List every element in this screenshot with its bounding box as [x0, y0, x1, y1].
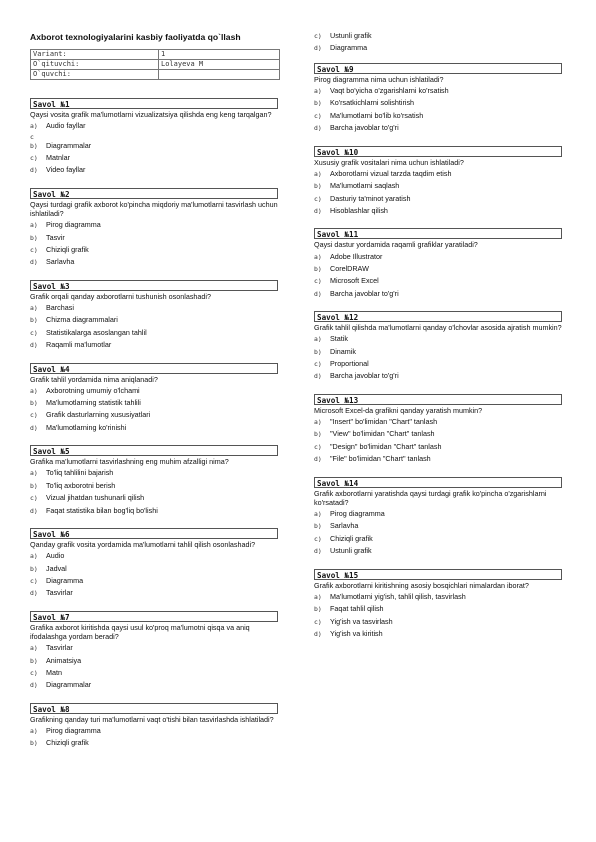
option-letter: d) [314, 455, 322, 464]
answer-option [314, 122, 589, 134]
answer-option [30, 679, 305, 691]
option-letter: a) [314, 335, 322, 344]
option-letter: a) [30, 122, 38, 131]
option-text: Pirog diagramma [46, 725, 101, 735]
question-block [30, 363, 305, 435]
option-text: Proportional [330, 359, 369, 369]
option-text: Raqamli ma'lumotlar [46, 340, 112, 350]
option-letter: b) [30, 656, 38, 665]
answer-option [314, 30, 589, 42]
option-text: Ustunli grafik [330, 31, 372, 40]
option-text: Barcha javoblar to'g'ri [330, 371, 399, 381]
question-text: Grafik axborotlarni kiritishning asosiy bosqichlari nimalardan iborat? [314, 580, 529, 590]
answer-option [30, 133, 305, 140]
answer-option [30, 385, 305, 397]
question-number: Savol №3 [30, 280, 278, 291]
question-text: Qanday grafik vosita yordamida ma'lumotlarni tahlil qilish osonlashadi? [30, 540, 256, 550]
answer-option [30, 339, 305, 351]
answer-option [314, 453, 589, 465]
option-letter: d) [314, 629, 322, 638]
option-text: Audio [46, 551, 65, 561]
question-number: Savol №5 [30, 445, 278, 456]
option-text: Ko'rsatkichlarni solishtirish [330, 98, 415, 108]
question-block [30, 188, 305, 269]
option-letter: b) [30, 316, 38, 325]
answer-option [30, 467, 305, 479]
option-letter: c) [314, 32, 322, 40]
option-text: Jadval [46, 563, 67, 573]
answer-option [30, 244, 305, 256]
option-letter: b) [314, 605, 322, 614]
option-text: Chiziqli grafik [46, 738, 89, 748]
option-text: Yig'ish va tasvirlash [330, 616, 393, 626]
option-letter: c [30, 132, 34, 141]
question-block [30, 703, 305, 750]
option-text: Statik [330, 334, 348, 344]
question-block [314, 394, 589, 466]
meta-row-student [31, 70, 280, 80]
option-letter: a) [314, 510, 322, 519]
answer-option [30, 256, 305, 268]
option-text: Tasvirlar [46, 643, 73, 653]
option-text: Adobe Illustrator [330, 251, 383, 261]
option-text: Faqat tahlil qilish [330, 604, 384, 614]
option-letter: b) [30, 141, 38, 150]
option-text: Matnlar [46, 152, 70, 162]
question-text: Qaysi turdagi grafik axborot ko'pincha miqdoriy ma'lumotlarni tasvirlash uchun ishlatiladi? [30, 199, 278, 218]
question-block [314, 63, 589, 135]
option-text: Animatsiya [46, 655, 82, 665]
option-letter: c) [30, 245, 38, 254]
option-text: Matn [46, 667, 62, 677]
answer-option [30, 550, 305, 562]
answer-option [314, 416, 589, 428]
answer-option [30, 397, 305, 409]
question-block [30, 611, 305, 692]
option-text: Hisoblashlar qilish [330, 205, 388, 215]
option-letter: b) [314, 99, 322, 108]
question-number: Savol №8 [30, 703, 278, 714]
option-letter: a) [30, 726, 38, 735]
answer-option [314, 275, 589, 287]
option-letter: a) [30, 552, 38, 561]
answer-option [314, 110, 589, 122]
option-letter: d) [30, 423, 38, 432]
meta-label: O`qituvchi: [31, 60, 159, 70]
answer-option [30, 575, 305, 587]
option-letter: c) [314, 617, 322, 626]
option-text: Diagrammalar [46, 680, 92, 690]
option-letter: d) [30, 341, 38, 350]
question-number: Savol №1 [30, 98, 278, 109]
option-text: Audio fayllar [46, 121, 86, 131]
option-letter: a) [314, 169, 322, 178]
option-letter: a) [30, 221, 38, 230]
answer-option [30, 480, 305, 492]
option-letter: d) [30, 166, 38, 175]
answer-option [314, 168, 589, 180]
question-text: Grafikning qanday turi ma'lumotlarni vaqt o'tishi bilan tasvirlashda ishlatiladi? [30, 714, 274, 724]
answer-option [30, 737, 305, 749]
option-letter: a) [30, 386, 38, 395]
question-text: Grafika axborot kiritishda qaysi usul ko'proq ma'lumotni qisqa va aniq ifodalashga yordam beradi? [30, 622, 250, 641]
option-text: Tasvir [46, 232, 65, 242]
option-text: Vaqt bo'yicha o'zgarishlarni ko'rsatish [330, 85, 449, 95]
option-text: Ma'lumotlarni saqlash [330, 181, 400, 191]
question-text: Grafik orqali qanday axborotlarni tushunish osonlashadi? [30, 291, 211, 301]
question-block [314, 30, 589, 55]
option-letter: d) [314, 547, 322, 556]
option-text: Statistikalarga asoslangan tahlil [46, 327, 147, 337]
option-text: Sarlavha [330, 521, 359, 531]
option-text: Diagramma [330, 43, 368, 53]
answer-option [314, 333, 589, 345]
option-text: To'liq axborotni berish [46, 480, 116, 490]
option-text: CorelDRAW [330, 263, 369, 273]
option-text: Grafik dasturlarning xususiyatlari [46, 410, 151, 420]
option-letter: d) [30, 258, 38, 267]
option-letter: d) [30, 681, 38, 690]
option-text: Vizual jihatdan tushunarli qilish [46, 493, 145, 503]
answer-option [30, 232, 305, 244]
option-text: Barcha javoblar to'g'ri [330, 123, 399, 133]
option-text: Tasvirlar [46, 588, 73, 598]
answer-option [30, 422, 305, 434]
question-block [30, 528, 305, 600]
option-letter: c) [30, 494, 38, 503]
answer-option [314, 346, 589, 358]
option-text: "Insert" bo'limidan "Chart" tanlash [330, 417, 438, 427]
answer-option [314, 441, 589, 453]
option-letter: c) [30, 153, 38, 162]
question-text: Grafik tahlil yordamida nima aniqlanadi? [30, 374, 158, 384]
option-letter: c) [30, 668, 38, 677]
option-letter: c) [314, 277, 322, 286]
option-letter: d) [30, 589, 38, 598]
answer-option [30, 314, 305, 326]
option-letter: a) [30, 303, 38, 312]
option-letter: c) [314, 194, 322, 203]
question-number: Savol №13 [314, 394, 562, 405]
option-letter: b) [30, 481, 38, 490]
answer-option [314, 358, 589, 370]
answer-option [30, 505, 305, 517]
option-letter: d) [30, 506, 38, 515]
option-text: Ma'lumotlarni yig'ish, tahlil qilish, tasvirlash [330, 591, 466, 601]
answer-option [30, 327, 305, 339]
question-number: Savol №9 [314, 63, 562, 74]
meta-value: Lolayeva M [159, 60, 280, 70]
option-text: Diagramma [46, 576, 84, 586]
question-number: Savol №11 [314, 228, 562, 239]
option-letter: d) [314, 124, 322, 133]
option-text: Barchasi [46, 302, 74, 312]
option-text: Ma'lumotlarning statistik tahlili [46, 398, 141, 408]
answer-option [314, 288, 589, 300]
question-text: Grafik tahlil qilishda ma'lumotlarni qanday o'lchovlar asosida ajratish mumkin? [314, 323, 562, 333]
answer-option [30, 120, 305, 132]
answer-option [30, 587, 305, 599]
answer-option [314, 97, 589, 109]
option-text: Ustunli grafik [330, 546, 372, 556]
answer-option [314, 628, 589, 640]
question-number: Savol №10 [314, 146, 562, 157]
option-letter: a) [314, 252, 322, 261]
answer-option [314, 85, 589, 97]
question-text: Qaysi vosita grafik ma'lumotlarni vizualizatsiya qilishda eng keng tarqalgan? [30, 110, 272, 119]
question-text: Pirog diagramma nima uchun ishlatiladi? [314, 74, 444, 84]
option-letter: a) [30, 644, 38, 653]
option-text: "View" bo'limidan "Chart" tanlash [330, 429, 435, 439]
answer-option [314, 603, 589, 615]
answer-option [314, 520, 589, 532]
option-letter: d) [314, 289, 322, 298]
answer-option [30, 642, 305, 654]
option-letter: b) [30, 233, 38, 242]
option-letter: a) [314, 592, 322, 601]
question-block [314, 569, 589, 641]
option-letter: b) [314, 347, 322, 356]
option-text: Axborotlarni vizual tarzda taqdim etish [330, 168, 452, 178]
question-block [30, 280, 305, 352]
option-letter: b) [314, 182, 322, 191]
right-column [314, 30, 589, 651]
option-text: Ma'lumotlarni bo'lib ko'rsatish [330, 110, 424, 120]
question-number: Savol №7 [30, 611, 278, 622]
option-letter: c) [30, 411, 38, 420]
option-text: Video fayllar [46, 165, 86, 175]
answer-option [314, 428, 589, 440]
document-title: Axborot texnologiyalarini kasbiy faoliyatda qo`llash [30, 32, 241, 42]
meta-table [30, 49, 280, 80]
question-number: Savol №15 [314, 569, 562, 580]
meta-row-teacher [31, 60, 280, 70]
option-text: Barcha javoblar to'g'ri [330, 288, 399, 298]
option-text: Sarlavha [46, 257, 75, 267]
option-letter: c) [30, 328, 38, 337]
answer-option [314, 205, 589, 217]
option-text: Faqat statistika bilan bog'liq bo'lishi [46, 505, 158, 515]
option-letter: d) [314, 372, 322, 381]
answer-option [30, 152, 305, 164]
option-text: Yig'ish va kiritish [330, 628, 383, 638]
question-block [314, 477, 589, 558]
question-block [314, 146, 589, 218]
option-text: Pirog diagramma [330, 509, 385, 519]
answer-option [314, 42, 589, 54]
answer-option [314, 251, 589, 263]
answer-option [30, 492, 305, 504]
question-block [30, 445, 305, 517]
answer-option [314, 370, 589, 382]
option-text: To'liq tahlilini bajarish [46, 468, 114, 478]
answer-option [30, 725, 305, 737]
question-block [314, 228, 589, 300]
option-text: Diagrammalar [46, 140, 92, 150]
meta-label: O`quvchi: [31, 70, 159, 80]
option-text: Ma'lumotlarning ko'rinishi [46, 422, 127, 432]
meta-label: Variant: [31, 50, 159, 60]
question-number: Savol №2 [30, 188, 278, 199]
meta-value: 1 [159, 50, 280, 60]
option-letter: a) [30, 469, 38, 478]
answer-option [314, 508, 589, 520]
option-letter: a) [314, 418, 322, 427]
option-letter: b) [30, 399, 38, 408]
option-text: Chiziqli grafik [330, 533, 373, 543]
answer-option [314, 545, 589, 557]
option-letter: c) [314, 111, 322, 120]
option-text: Microsoft Excel [330, 276, 379, 286]
answer-option [30, 140, 305, 152]
option-letter: d) [314, 44, 322, 53]
option-letter: d) [314, 206, 322, 215]
question-text: Xususiy grafik vositalari nima uchun ishlatiladi? [314, 157, 464, 167]
answer-option [314, 263, 589, 275]
option-letter: c) [314, 360, 322, 369]
question-text: Grafik axborotlarni yaratishda qaysi turdagi grafik ko'pincha o'zgarishlarni ko'rsatadi? [314, 488, 547, 507]
answer-option [30, 563, 305, 575]
answer-option [30, 219, 305, 231]
question-number: Savol №14 [314, 477, 562, 488]
answer-option [314, 533, 589, 545]
option-text: Pirog diagramma [46, 220, 101, 230]
option-letter: a) [314, 86, 322, 95]
left-column [30, 98, 305, 761]
answer-option [314, 193, 589, 205]
option-text: Chizma diagrammalari [46, 315, 118, 325]
option-text: Chiziqli grafik [46, 244, 89, 254]
option-text: "Design" bo'limidan "Chart" tanlash [330, 441, 442, 451]
meta-value [159, 70, 280, 80]
option-letter: b) [314, 430, 322, 439]
option-text: Dasturiy ta'minot yaratish [330, 193, 411, 203]
option-letter: b) [314, 522, 322, 531]
answer-option [314, 180, 589, 192]
option-text: Dinamik [330, 346, 356, 356]
question-text: Qaysi dastur yordamida raqamli grafiklar yaratiladi? [314, 240, 478, 250]
answer-option [30, 667, 305, 679]
answer-option [314, 591, 589, 603]
option-text: "File" bo'limidan "Chart" tanlash [330, 454, 431, 464]
question-text: Microsoft Excel-da grafikni qanday yaratish mumkin? [314, 405, 483, 415]
meta-row-variant [31, 50, 280, 60]
answer-option [314, 616, 589, 628]
question-block [30, 98, 305, 177]
answer-option [30, 302, 305, 314]
option-letter: c) [314, 534, 322, 543]
answer-option [30, 409, 305, 421]
option-letter: b) [30, 564, 38, 573]
question-number: Savol №4 [30, 363, 278, 374]
option-text: Axborotning umumiy o'lchami [46, 385, 140, 395]
option-letter: b) [30, 739, 38, 748]
answer-option [30, 655, 305, 667]
question-number: Savol №12 [314, 311, 562, 322]
option-letter: b) [314, 264, 322, 273]
question-number: Savol №6 [30, 528, 278, 539]
question-text: Grafika ma'lumotlarni tasvirlashning eng muhim afzalligi nima? [30, 457, 229, 467]
question-block [314, 311, 589, 383]
option-letter: c) [30, 577, 38, 586]
answer-option [30, 164, 305, 176]
option-letter: c) [314, 442, 322, 451]
